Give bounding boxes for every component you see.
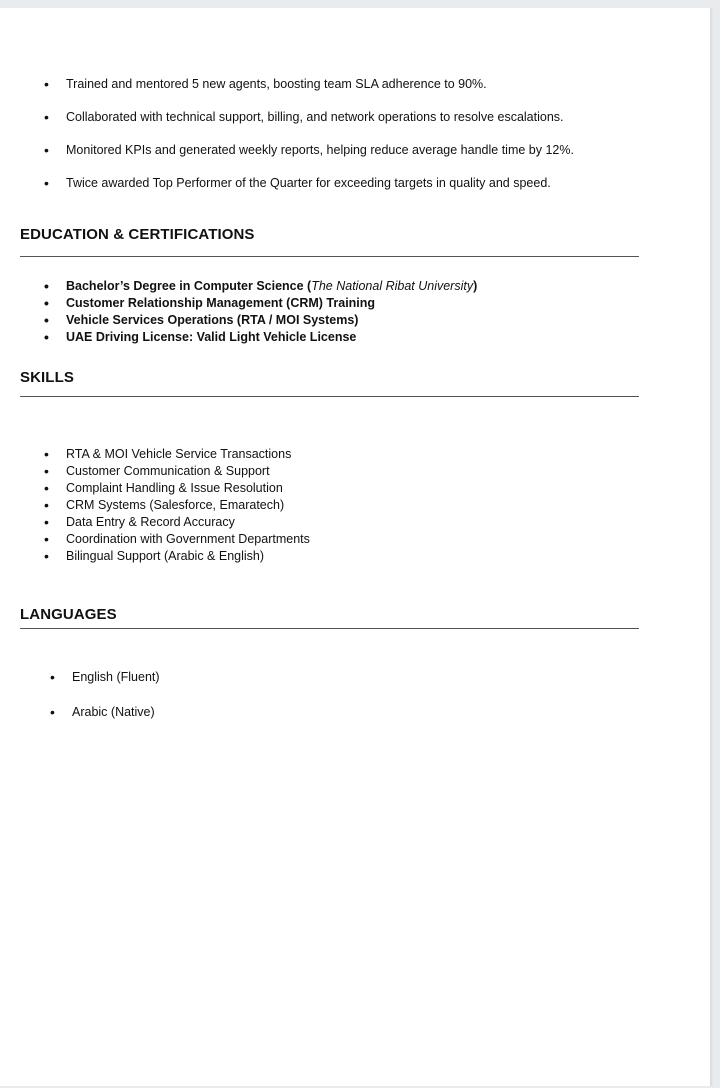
bullet-icon: • [44, 76, 49, 92]
bullet-icon: • [50, 669, 55, 685]
list-item [44, 531, 310, 548]
institution-name: The National Ribat University [311, 279, 474, 293]
list-item [44, 514, 310, 531]
bullet-text: Twice awarded Top Performer of the Quarter for exceeding targets in quality and speed. [66, 176, 551, 190]
bullet-icon: • [44, 278, 49, 294]
degree-suffix: ) [473, 279, 478, 293]
bullet-text: Data Entry & Record Accuracy [66, 515, 235, 529]
bullet-text: Customer Communication & Support [66, 464, 270, 478]
list-item [44, 142, 574, 175]
list-item [44, 446, 310, 463]
list-item [44, 312, 477, 329]
bullet-icon: • [44, 480, 49, 496]
education-list [44, 278, 477, 346]
bullet-text: Vehicle Services Operations (RTA / MOI Systems) [66, 313, 359, 327]
experience-bullet-list [44, 76, 574, 208]
list-item [50, 669, 160, 704]
bullet-icon: • [44, 531, 49, 547]
list-item [44, 329, 477, 346]
list-item [44, 295, 477, 312]
bullet-icon: • [44, 175, 49, 191]
list-item [44, 76, 574, 109]
bullet-icon: • [44, 295, 49, 311]
bullet-icon: • [44, 514, 49, 530]
skills-list [44, 446, 310, 565]
bullet-icon: • [44, 497, 49, 513]
bullet-text [66, 279, 477, 293]
list-item [44, 175, 574, 208]
skills-divider [20, 396, 639, 397]
degree-title: Bachelor’s Degree in Computer Science ( [66, 279, 312, 293]
list-item [50, 704, 160, 739]
bullet-text: CRM Systems (Salesforce, Emaratech) [66, 498, 285, 512]
bullet-icon: • [50, 704, 55, 720]
bullet-icon: • [44, 109, 49, 125]
list-item [44, 497, 310, 514]
list-item [44, 480, 310, 497]
bullet-icon: • [44, 463, 49, 479]
bullet-icon: • [44, 548, 49, 564]
education-divider [20, 256, 639, 257]
document-page [0, 8, 710, 1086]
bullet-icon: • [44, 142, 49, 158]
bullet-text: UAE Driving License: Valid Light Vehicle License [66, 330, 357, 344]
bullet-text: Bilingual Support (Arabic & English) [66, 549, 265, 563]
bullet-text: Collaborated with technical support, billing, and network operations to resolve escalations. [66, 110, 564, 124]
languages-heading: LANGUAGES [20, 606, 117, 623]
list-item [44, 463, 310, 480]
bullet-text: Complaint Handling & Issue Resolution [66, 481, 283, 495]
bullet-icon: • [44, 329, 49, 345]
bullet-text: Coordination with Government Departments [66, 532, 310, 546]
bullet-text: Trained and mentored 5 new agents, boosting team SLA adherence to 90%. [66, 77, 487, 91]
bullet-text: RTA & MOI Vehicle Service Transactions [66, 447, 292, 461]
list-item [44, 278, 477, 295]
list-item [44, 548, 310, 565]
languages-list [50, 669, 160, 739]
bullet-text: Arabic (Native) [72, 705, 155, 719]
bullet-text: English (Fluent) [72, 670, 160, 684]
languages-divider [20, 628, 639, 629]
bullet-icon: • [44, 312, 49, 328]
education-heading: EDUCATION & CERTIFICATIONS [20, 226, 255, 243]
skills-heading: SKILLS [20, 369, 74, 386]
bullet-text: Customer Relationship Management (CRM) Training [66, 296, 376, 310]
bullet-text: Monitored KPIs and generated weekly reports, helping reduce average handle time by 12%. [66, 143, 574, 157]
list-item [44, 109, 574, 142]
bullet-icon: • [44, 446, 49, 462]
